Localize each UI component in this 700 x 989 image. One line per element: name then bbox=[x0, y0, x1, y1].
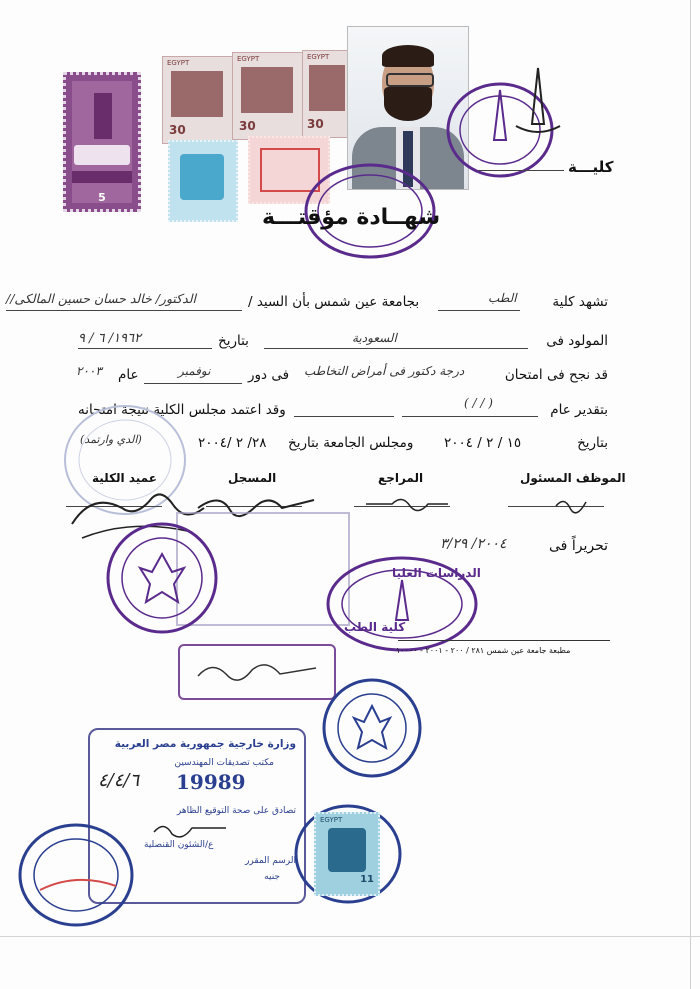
revenue-stamp-egypt-1 bbox=[162, 56, 234, 144]
revenue-stamp-egypt-label: EGYPT bbox=[307, 53, 330, 61]
revenue-stamp-value-11: 11 bbox=[360, 874, 374, 885]
line5-date2: ٢٨/ ٢ /٢٠٠٤ bbox=[198, 435, 267, 451]
line1-faculty: الطب bbox=[488, 291, 517, 305]
signature-officer-label: الموظف المسئول bbox=[520, 471, 626, 485]
faculty-stamp-top: الدراسات العليا bbox=[392, 566, 481, 580]
line3-year: ٢٠٠٣ bbox=[76, 364, 102, 378]
eagle-seal-middle bbox=[104, 520, 220, 636]
line2-place: السعودية bbox=[352, 331, 397, 345]
portrait-glasses bbox=[386, 73, 434, 87]
ministry-line5: الرسم المقرر bbox=[245, 856, 296, 866]
certificate-title: شهــادة مؤقتـــة bbox=[262, 205, 441, 230]
scan-edge-bottom bbox=[0, 936, 700, 937]
line3-degree: درجة دكتور فى أمراض التخاطب bbox=[304, 364, 465, 378]
consular-seal-bottom-left bbox=[16, 820, 136, 930]
portrait-beard bbox=[384, 87, 432, 121]
line5-note: (الدي وارتمد) bbox=[80, 433, 142, 446]
line2-date-label: بتاريخ bbox=[218, 333, 249, 349]
line4-grade: بتقدير عام bbox=[550, 402, 608, 418]
faculty-stamp-bottom: كلية الطب bbox=[344, 620, 406, 634]
ministry-serial: 19989 bbox=[176, 770, 246, 794]
line4-council: وقد اعتمد مجلس الكلية نتيجة امتحانه bbox=[78, 402, 286, 418]
line3-session: فى دور bbox=[248, 367, 290, 383]
revenue-stamp-egypt-label: EGYPT bbox=[167, 59, 190, 67]
line3-passed: قد نجح فى امتحان bbox=[504, 367, 608, 383]
scan-edge-right bbox=[690, 0, 691, 989]
revenue-stamp-value-30: 30 bbox=[307, 117, 324, 131]
obelisk-emblem bbox=[508, 64, 568, 144]
revenue-stamp-value-30: 30 bbox=[239, 119, 256, 133]
ministry-line7: ع/الشئون القنصلية bbox=[144, 840, 214, 850]
line4-grade-value: ( / / ) bbox=[464, 396, 493, 410]
revenue-stamp-blue bbox=[314, 812, 380, 896]
ministry-line6: جنيه bbox=[264, 872, 280, 882]
line5-date1: ١٥ / ٢ / ٢٠٠٤ bbox=[444, 435, 522, 451]
line1-mid: بجامعة عين شمس بأن السيد / bbox=[248, 294, 420, 310]
ministry-line4: تصادق على صحة التوقيع الظاهر bbox=[176, 806, 296, 816]
signature-reviewer-label: المراجع bbox=[378, 471, 424, 485]
line2-date: ١٩٦٢/ ٦ / ٩ bbox=[78, 331, 142, 346]
ministry-line1: وزارة خارجية جمهورية مصر العربية bbox=[114, 738, 296, 750]
issued-label: تحريراً فى bbox=[549, 538, 608, 554]
signature-reviewer-scribble bbox=[362, 490, 452, 520]
signature-officer-scribble bbox=[552, 492, 592, 516]
eagle-seal-right bbox=[320, 676, 424, 780]
line3-year-label: عام bbox=[118, 367, 139, 383]
issued-date: ٢٠٠٤/ ٣/٢٩ bbox=[440, 536, 507, 552]
revenue-stamp-egypt-2 bbox=[232, 52, 304, 140]
line1-prefix: تشهد كلية bbox=[552, 294, 608, 310]
signed-rect-stamp bbox=[178, 644, 336, 700]
faculty-header-label: كليـــة bbox=[568, 158, 614, 176]
revenue-stamp-cyan bbox=[168, 140, 238, 222]
revenue-stamp-value-5: 5 bbox=[98, 191, 106, 204]
printer-footer: مطبعة جامعة عين شمس ٢٨١ / ٢٠٠ - ٢٠٠١ - ١٠٠٠٠ bbox=[396, 646, 571, 655]
signature-registrar-label: المسجل bbox=[228, 471, 277, 485]
signature-dean-label: عميد الكلية bbox=[92, 471, 157, 485]
line2-born: المولود فى bbox=[546, 333, 608, 349]
line1-name: الدكتور/ خالد حسان حسين المالكى// bbox=[6, 291, 196, 306]
ministry-line2: مكتب تصديقات المهندسين bbox=[174, 758, 274, 768]
revenue-stamp-value-30: 30 bbox=[169, 123, 186, 137]
line5-univ: ومجلس الجامعة بتاريخ bbox=[288, 435, 414, 451]
revenue-stamp-egypt-label: EGYPT bbox=[320, 816, 343, 824]
revenue-stamp-purple bbox=[63, 72, 141, 212]
ministry-date: ٤/٤/٦ bbox=[98, 770, 140, 791]
line3-month: نوفمبر bbox=[178, 364, 211, 378]
line5-date-label: بتاريخ bbox=[577, 435, 608, 451]
portrait-hair bbox=[382, 45, 434, 67]
revenue-stamp-egypt-label: EGYPT bbox=[237, 55, 260, 63]
